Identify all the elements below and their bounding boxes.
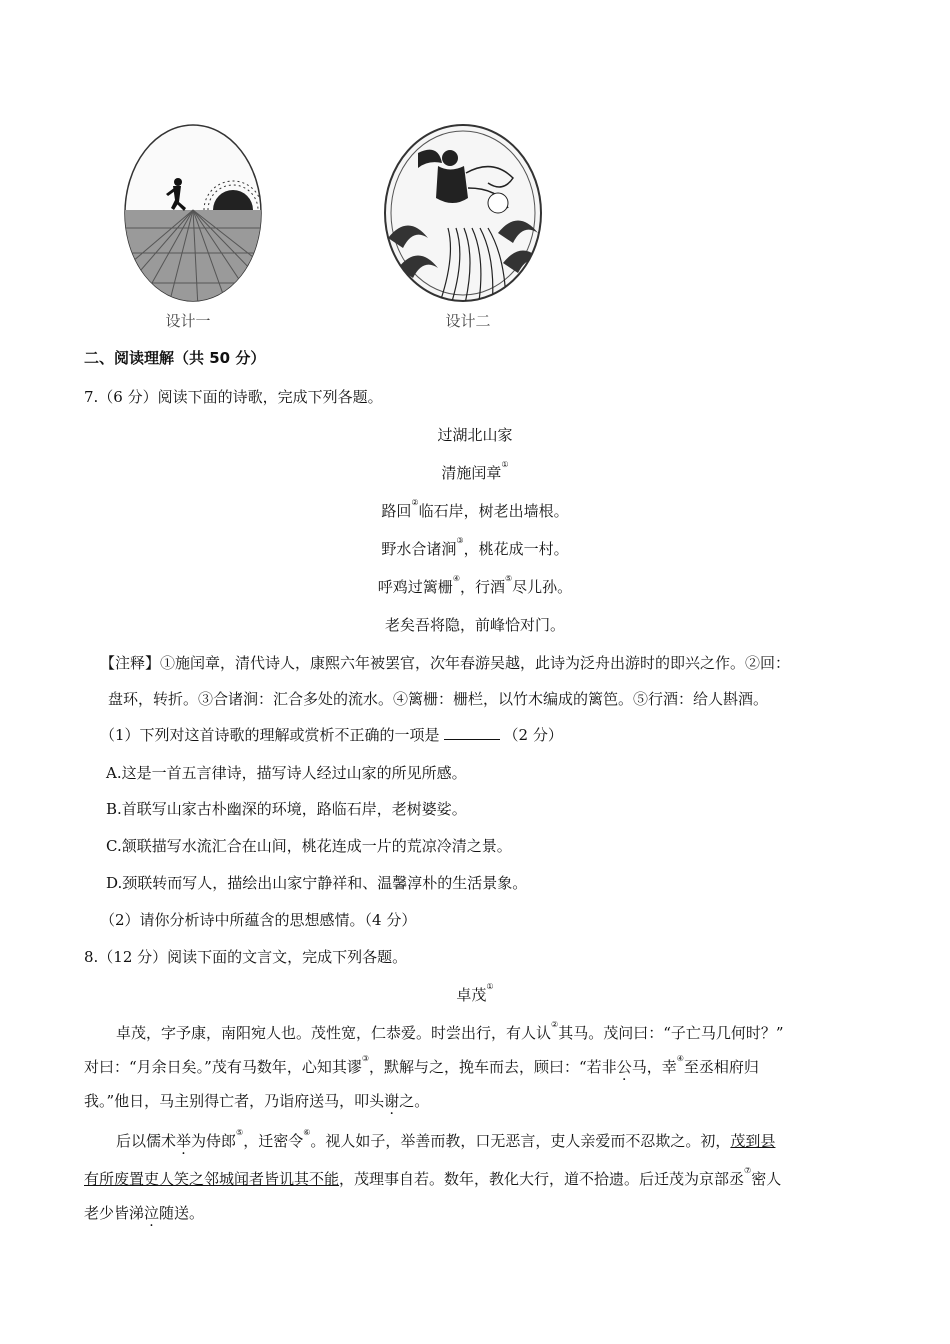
design-two-caption: 设计二 (445, 312, 491, 330)
underlined-sentence: 有所废置吏人笑之邻城闻者皆讥其不能 (84, 1170, 340, 1188)
passage-line: 对曰：“月余日矣。”茂有马数年，心知其谬③，默解与之，挽车而去，顾曰：“若非公马，幸④至丞相府归 (84, 1054, 759, 1076)
q8-stem: 8.（12 分）阅读下面的文言文，完成下列各题。 (84, 948, 408, 966)
poem-line: 野水合诸涧③，桃花成一村。 (381, 536, 569, 558)
q7-notes-line2: 盘环，转折。③合诸涧：汇合多处的流水。④篱栅：栅栏，以竹木编成的篱笆。⑤行酒：给人斟酒。 (108, 690, 769, 708)
q7-stem: 7.（6 分）阅读下面的诗歌，完成下列各题。 (84, 388, 383, 406)
design-images (110, 118, 570, 338)
q7-notes-line1: 【注释】①施闰章，清代诗人，康熙六年被罢官，次年春游吴越，此诗为泛舟出游时的即兴之作。②回： (100, 654, 791, 672)
design-one-caption: 设计一 (165, 312, 211, 330)
passage-line: 后以儒术举为侍郎⑤，迁密令⑥。视人如子，举善而教，口无恶言，吏人亲爱而不忍欺之。初，茂到县 (116, 1128, 776, 1150)
flying-apsaras-waves-icon (378, 118, 548, 308)
section-title: 二、阅读理解（共 50 分） (84, 349, 266, 367)
passage-title: 卓茂① (456, 982, 494, 1004)
poem-line: 路回②临石岸，树老出墙根。 (381, 498, 569, 520)
passage-line: 我。”他日，马主别得亡者，乃诣府送马，叩头谢之。 (84, 1092, 430, 1110)
runner-sunrise-field-icon (118, 118, 268, 308)
q7-option-b: B.首联写山家古朴幽深的环境，路临石岸，老树婆娑。 (106, 800, 467, 818)
passage-line: 老少皆涕泣随送。 (84, 1204, 205, 1222)
passage-line: 卓茂，字予康，南阳宛人也。茂性宽，仁恭爱。时尝出行，有人认②其马。茂问曰：“子亡马几何时？” (116, 1020, 784, 1042)
passage-line: 有所废置吏人笑之邻城闻者皆讥其不能，茂理事自若。数年，教化大行，道不拾遗。后迁茂为京部丞⑦密人 (84, 1166, 782, 1188)
answer-blank[interactable] (444, 726, 500, 740)
q7-option-a: A.这是一首五言律诗，描写诗人经过山家的所见所感。 (106, 764, 467, 782)
poem-line: 老矣吾将隐，前峰恰对门。 (384, 616, 565, 634)
poem-author: 清施闰章① (441, 460, 509, 482)
q7-sub2: （2）请你分析诗中所蕴含的思想感情。（4 分） (100, 911, 417, 929)
q7-option-d: D.颈联转而写人，描绘出山家宁静祥和、温馨淳朴的生活景象。 (106, 874, 528, 892)
poem-title: 过湖北山家 (437, 426, 513, 444)
poem-line: 呼鸡过篱栅④，行酒⑤尽儿孙。 (377, 574, 573, 596)
q7-option-c: C.颔联描写水流汇合在山间，桃花连成一片的荒凉冷清之景。 (106, 837, 512, 855)
q7-sub1: （1）下列对这首诗歌的理解或赏析不正确的一项是 （2 分） (100, 726, 563, 744)
